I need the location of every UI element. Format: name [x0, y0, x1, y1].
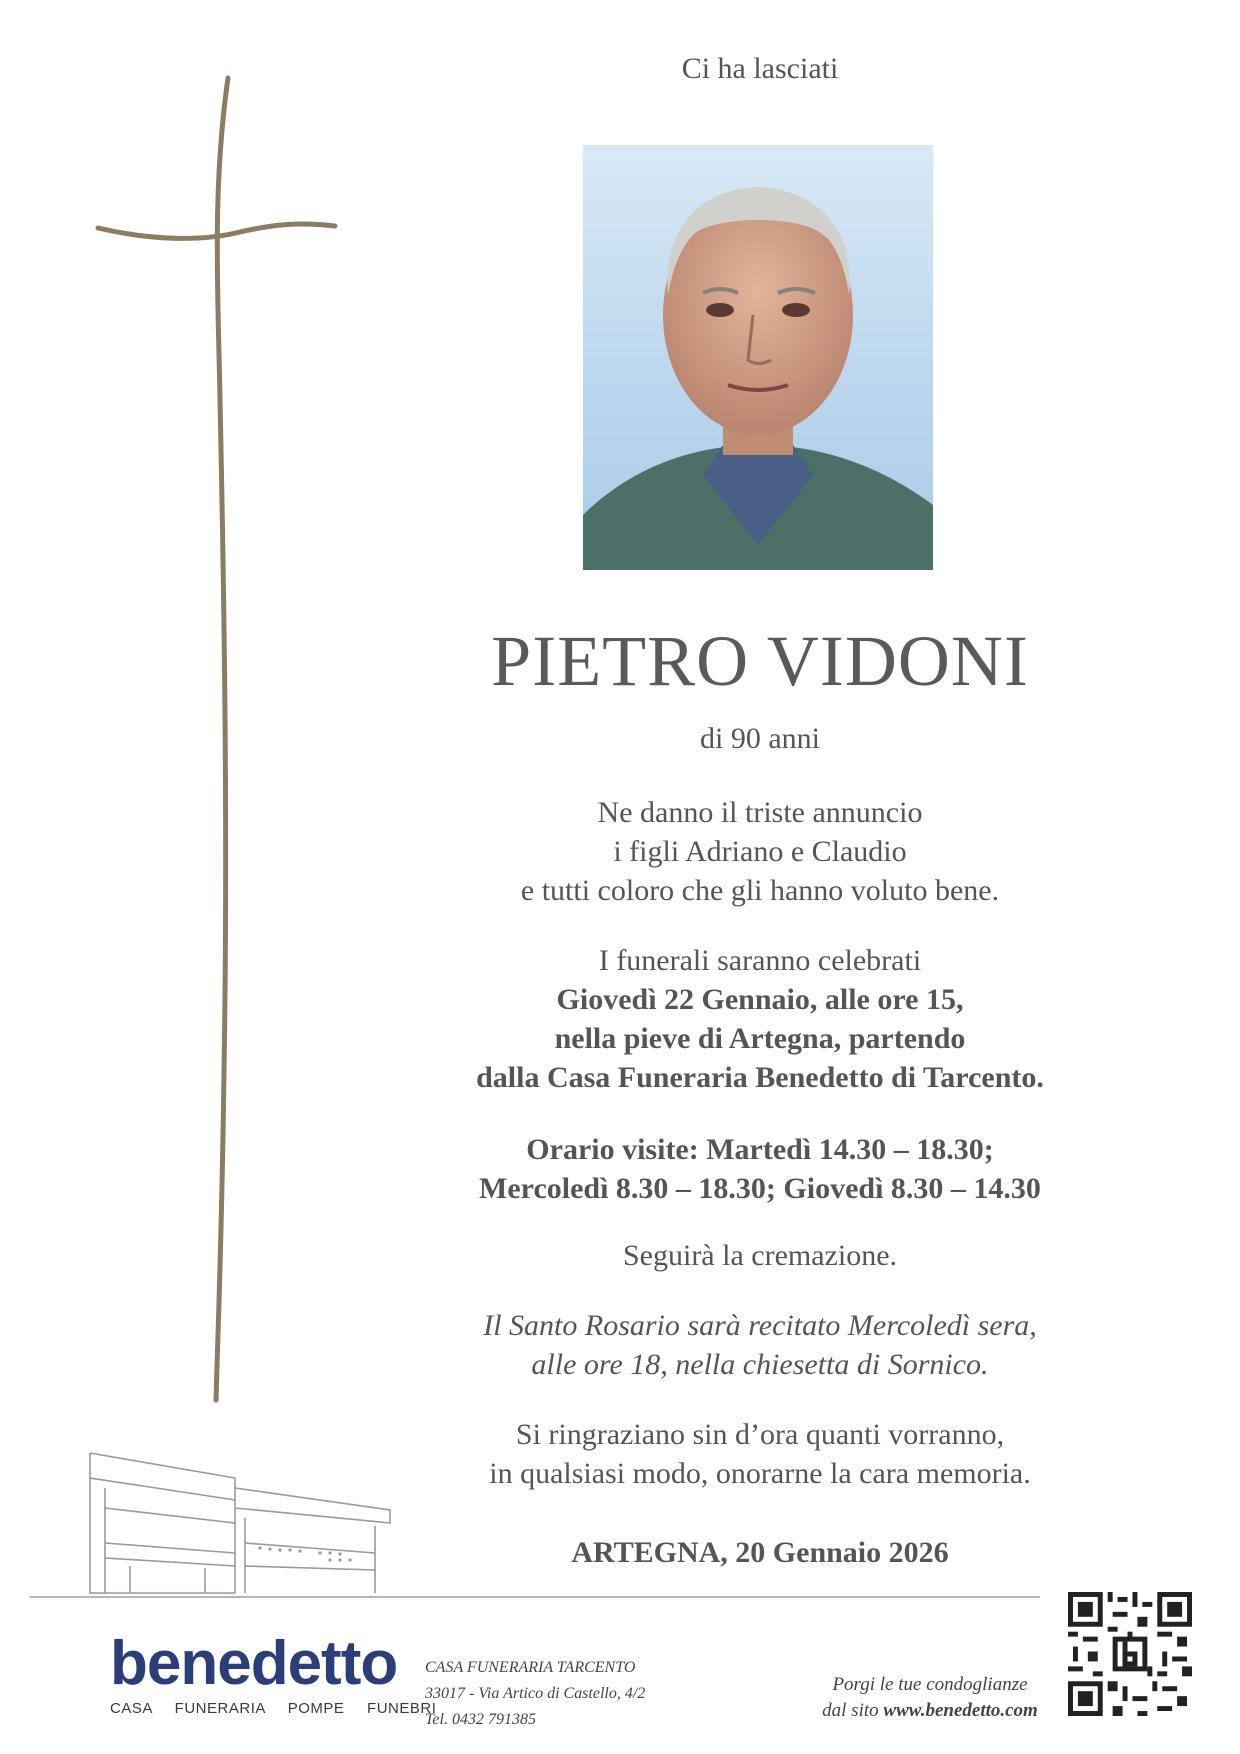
rosary-info	[400, 1306, 1120, 1384]
thanks-line: in qualsiasi modo, onorarne la cara memoria.	[489, 1457, 1031, 1490]
announcement-line: e tutti coloro che gli hanno voluto bene.	[520, 874, 1000, 907]
funeral-info	[400, 941, 1120, 1097]
announcement-line: i figli Adriano e Claudio	[613, 835, 907, 868]
website-link[interactable]: www.benedetto.com	[883, 1700, 1038, 1721]
portrait-photo	[583, 145, 933, 570]
address-line: CASA FUNERARIA TARCENTO	[425, 1659, 636, 1676]
rosary-line: alle ore 18, nella chiesetta di Sornico.	[531, 1348, 989, 1381]
address-line: 33017 - Via Artico di Castello, 4/2	[425, 1685, 646, 1702]
thanks-line: Si ringraziano sin d’ora quanti vorranno,	[515, 1418, 1005, 1451]
funeral-line: dalla Casa Funeraria Benedetto di Tarcento.	[476, 1061, 1044, 1094]
visiting-hours	[400, 1130, 1120, 1208]
visits-line: Mercoledì 8.30 – 18.30; Giovedì 8.30 – 14.30	[479, 1172, 1041, 1205]
thanks	[400, 1415, 1120, 1493]
address-line: Tel. 0432 791385	[425, 1711, 536, 1728]
funeral-intro: I funerali saranno celebrati	[598, 944, 922, 977]
footer-divider	[30, 1596, 1040, 1598]
funeral-line: nella pieve di Artegna, partendo	[554, 1022, 966, 1055]
announcement	[400, 793, 1120, 910]
building-icon	[85, 1448, 405, 1598]
rosary-line: Il Santo Rosario sarà recitato Mercoledì sera,	[483, 1309, 1037, 1342]
visits-line: Orario visite: Martedì 14.30 – 18.30;	[526, 1133, 994, 1166]
age: di 90 anni	[700, 722, 820, 755]
site-prefix: dal sito	[822, 1700, 879, 1721]
announcement-line: Ne danno il triste annuncio	[597, 796, 923, 829]
cremation-note: Seguirà la cremazione.	[622, 1239, 898, 1272]
qr-code-icon[interactable]	[1068, 1592, 1192, 1716]
condolences-note	[800, 1672, 1060, 1724]
brand-logo: benedetto	[110, 1629, 398, 1698]
place-date: ARTEGNA, 20 Gennaio 2026	[571, 1536, 949, 1569]
brand-subtitle: CASA FUNERARIA POMPE FUNEBRI	[110, 1700, 437, 1717]
cross-icon	[90, 70, 350, 1410]
funeral-line: Giovedì 22 Gennaio, alle ore 15,	[556, 983, 964, 1016]
heading: Ci ha lasciati	[681, 52, 839, 85]
condolences-text: Porgi le tue condoglianze	[832, 1674, 1028, 1695]
deceased-name: PIETRO VIDONI	[491, 621, 1029, 701]
address-block	[425, 1655, 645, 1733]
